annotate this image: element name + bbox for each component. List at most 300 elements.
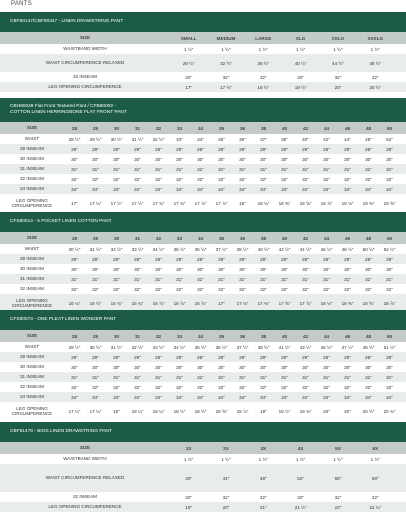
table-cell: 29" [302,354,309,360]
table-header-row [0,32,406,44]
table-cell: 52" [297,475,305,481]
table-cell: 32" [176,176,183,182]
table-cell: 32" [281,176,288,182]
table-cell: 32" [259,74,267,80]
table-cell: 18 ⅝" [215,408,228,414]
table-cell: 20" [344,408,351,414]
table-cell: 30" [239,266,246,272]
table-cell: 29" [365,354,372,360]
table-cell: 30" [365,266,372,272]
table-cell: 30" [218,156,225,162]
size-table-linen-drawstring-pant [0,12,406,92]
table-cell: 21 ½" [294,504,307,510]
row-cells [64,395,406,400]
table-cell: 31" [197,276,204,282]
row-cells [64,409,406,414]
column-header: 28 [71,235,78,241]
table-cell: 18 ⅜" [278,200,291,206]
row-label: LEG OPENING CIRCUMFERENCE [11,197,53,208]
table-cell: 20" [222,504,230,510]
table-header-row [0,442,406,454]
table-cell: 34" [92,186,99,192]
table-cell: 31" [302,166,309,172]
table-cell: 30" [344,266,351,272]
table-cell: 18 ⅞" [383,300,396,306]
table-cell: 29" [92,146,99,152]
column-header: 30 [113,125,120,131]
row-label: 29 INSEAM [20,354,44,360]
table-cell: 37 ½" [215,246,228,252]
table-cell: 30" [260,156,267,162]
table-cell: 29 ½" [68,344,81,350]
table-row [0,264,406,274]
table-cell: 20" [323,408,330,414]
column-header: LARGE [255,35,272,41]
table-cell: 34" [197,136,204,142]
table-cell: 32" [302,176,309,182]
section-title-line: CBH80049 Flat Front Textured Pant / CFB80002 - [10,104,117,109]
table-cell: 17 ¾" [173,200,186,206]
table-cell: 29" [218,146,225,152]
column-header: 28 [71,125,78,131]
row-cells [64,126,406,131]
row-label: WAIST [24,246,40,252]
size-table-one-pleat-pant [0,310,406,420]
table-cell: 34" [92,394,99,400]
table-cell: 32" [334,494,342,500]
table-cell: 29" [176,256,183,262]
table-row [0,492,406,502]
table-row [0,372,406,382]
table-cell: 17 ¼" [89,408,102,414]
table-cell: 18 ⅜" [341,300,354,306]
table-cell: 32" [239,384,246,390]
table-cell: 39 ½" [257,344,270,350]
table-cell: 30" [365,364,372,370]
table-cell: 38 ½" [236,246,249,252]
table-cell: 16 ⅞" [152,300,165,306]
table-cell: 30" [218,266,225,272]
table-header-row [0,232,406,244]
table-cell: 30" [302,364,309,370]
table-cell: 31" [113,374,120,380]
table-cell: 35" [218,136,225,142]
table-cell: 17" [185,84,193,90]
table-cell: 22" [334,504,342,510]
column-header: 33 [176,125,183,131]
column-header: 34 [197,125,204,131]
table-cell: 31" [260,276,267,282]
row-label: WAIST [24,344,40,350]
table-cell: 32" [155,176,162,182]
table-row [0,454,406,464]
table-cell: 40 ½" [257,246,270,252]
table-cell: 31" [323,374,330,380]
table-row [0,54,406,72]
table-cell: 20" [334,84,342,90]
table-cell: 16 ¼" [68,300,81,306]
table-cell: 31" [176,374,183,380]
table-cell: 29" [134,146,141,152]
table-cell: 31" [344,276,351,282]
table-row [0,82,406,92]
table-cell: 30" [386,364,393,370]
table-cell: 18 ⅛" [320,300,333,306]
table-cell: 34" [218,394,225,400]
table-cell: 31" [365,276,372,282]
table-cell: 34" [260,186,267,192]
section-title-line: CBF80147/CBF80347 - LINEN DRAWSTRING PANT [10,19,124,24]
table-cell: 30" [134,266,141,272]
row-cells [64,385,406,390]
column-header-size: SIZE [26,235,38,241]
table-cell: 30" [344,364,351,370]
table-cell: 30" [92,266,99,272]
table-cell: 29" [386,256,393,262]
column-header: 35 [218,333,225,339]
table-cell: 36 ½" [215,344,228,350]
table-cell: 29" [197,146,204,152]
table-cell: 30" [176,156,183,162]
row-cells [64,247,406,252]
table-cell: 31" [197,166,204,172]
column-header: 29 [92,333,99,339]
column-header: 6X [372,445,379,451]
table-cell: 32" [386,286,393,292]
table-cell: 34" [155,394,162,400]
table-cell: 32" [386,384,393,390]
row-cells [64,365,406,370]
table-cell: 30" [71,266,78,272]
column-header: 32 [155,125,162,131]
column-header: 30 [113,333,120,339]
table-cell: 17 ⅞" [194,200,207,206]
table-cell: 31 ½" [89,246,102,252]
table-cell: 50 ½" [362,246,375,252]
table-cell: 32" [134,286,141,292]
table-cell: 34" [176,394,183,400]
table-cell: 34" [239,186,246,192]
table-cell: 30" [260,364,267,370]
table-cell: 31" [92,166,99,172]
table-cell: 31" [344,374,351,380]
table-cell: 29" [323,146,330,152]
table-cell: 34" [134,186,141,192]
table-cell: 45 ½" [320,344,333,350]
table-cell: 29" [239,256,246,262]
table-cell: 17" [218,300,225,306]
row-cells [64,375,406,380]
table-cell: 32" [302,286,309,292]
row-cells [64,137,406,142]
size-table-flat-front-pant [0,98,406,212]
table-cell: 30" [239,364,246,370]
table-cell: 33 ½" [131,246,144,252]
column-header: MEDIUM [216,35,236,41]
table-cell: 34" [281,186,288,192]
table-cell: 32" [365,176,372,182]
table-cell: 30" [260,266,267,272]
row-cells [170,36,406,41]
row-label: 30 INSEAM [20,266,44,272]
table-cell: 34" [71,186,78,192]
table-cell: 32 ½" [110,246,123,252]
table-cell: 34" [365,186,372,192]
table-row [0,72,406,82]
table-cell: 30 ½" [110,136,123,142]
row-cells [64,334,406,339]
column-header: 40 [281,125,288,131]
table-cell: 43 ½" [299,344,312,350]
table-row [0,184,406,194]
table-cell: 34" [281,394,288,400]
table-cell: 30" [302,156,309,162]
table-cell: 32" [239,286,246,292]
table-cell: 29" [260,146,267,152]
table-cell: 32" [197,384,204,390]
table-cell: 30" [218,364,225,370]
table-cell: 48 ½" [369,60,382,66]
column-header: 33 [176,333,183,339]
table-cell: 29" [365,146,372,152]
table-cell: 32" [344,384,351,390]
table-cell: 1 ½" [258,46,268,52]
table-cell: 1 ½" [296,456,306,462]
table-cell: 16 ¾" [131,300,144,306]
table-cell: 31" [134,276,141,282]
table-cell: 32 ½" [152,136,165,142]
table-cell: 29" [365,256,372,262]
table-cell: 29" [218,256,225,262]
column-header: 35 [218,125,225,131]
table-cell: 20 ½" [369,84,382,90]
row-cells [170,61,406,66]
table-cell: 34" [197,394,204,400]
column-header: 38 [260,235,267,241]
table-cell: 19" [185,504,193,510]
table-cell: 29" [239,354,246,360]
table-cell: 19 ⅛" [341,200,354,206]
table-cell: 32" [113,384,120,390]
table-cell: 30" [197,364,204,370]
table-cell: 29" [176,354,183,360]
table-cell: 16 ⅞" [194,300,207,306]
column-header: 38 [260,333,267,339]
table-cell: 1 ½" [184,456,194,462]
column-header: 50 [386,235,393,241]
row-cells [64,301,406,306]
table-cell: 31" [302,276,309,282]
table-cell: 29" [260,256,267,262]
table-cell: 51 ½" [383,344,396,350]
table-cell: 34" [176,186,183,192]
table-cell: 30" [323,156,330,162]
table-cell: 31" [239,374,246,380]
row-cells [170,446,406,451]
table-cell: 32" [259,494,267,500]
row-label: WAIST CIRCUMFERENCE RELAXED [45,475,125,481]
column-header: 50 [386,333,393,339]
table-cell: 30" [281,156,288,162]
table-cell: 29" [344,354,351,360]
table-cell: 32" [260,176,267,182]
table-cell: 30" [197,266,204,272]
table-cell: 31" [176,276,183,282]
table-cell: 37 ½" [236,344,249,350]
table-cell: 31" [113,166,120,172]
table-cell: 30" [155,266,162,272]
table-cell: 32" [323,384,330,390]
row-cells [170,85,406,90]
table-cell: 32" [71,286,78,292]
column-header: 44 [323,125,330,131]
table-cell: 29" [92,354,99,360]
table-cell: 44" [222,475,230,481]
column-header: XXLG [331,35,345,41]
table-cell: 31" [365,374,372,380]
table-cell: 31" [71,374,78,380]
table-cell: 31" [218,166,225,172]
table-cell: 32" [218,176,225,182]
table-cell: 38" [281,136,288,142]
table-cell: 32" [371,74,379,80]
table-cell: 32" [176,384,183,390]
table-cell: 1 ½" [370,46,380,52]
table-header-row [0,330,406,342]
table-cell: 31" [239,276,246,282]
row-label: 31 INSEAM [20,166,44,172]
column-header: 40 [281,235,288,241]
table-cell: 32" [92,286,99,292]
column-header: 36 [239,333,246,339]
table-cell: 60" [371,475,379,481]
table-cell: 31" [71,276,78,282]
table-cell: 29" [344,256,351,262]
table-cell: 1 ½" [333,46,343,52]
table-cell: 29" [302,256,309,262]
table-cell: 36 ½" [257,60,270,66]
row-label: 30 INSEAM [20,156,44,162]
table-cell: 17 ⅞" [299,300,312,306]
table-cell: 32" [297,494,305,500]
table-cell: 30" [92,156,99,162]
row-cells [170,47,406,52]
column-header: 48 [365,333,372,339]
table-cell: 32" [134,384,141,390]
table-cell: 30" [71,364,78,370]
table-cell: 30" [92,364,99,370]
row-label: WAIST CIRCUMFERENCE RELAXED [45,60,125,66]
column-header: 33 [176,235,183,241]
table-cell: 19 ⅜" [362,200,375,206]
row-label: 32 INSEAM [73,494,97,500]
table-cell: 31" [71,166,78,172]
table-cell: 17 ¼" [89,200,102,206]
table-cell: 31" [302,374,309,380]
column-header: 48 [365,125,372,131]
row-label: WAISTBAND WIDTH [63,46,107,52]
column-header: SMALL [180,35,197,41]
table-cell: 31" [281,374,288,380]
table-cell: 36 ½" [194,246,207,252]
table-cell: 32" [344,286,351,292]
table-cell: 31" [134,166,141,172]
row-cells [170,75,406,80]
column-header: 28 [71,333,78,339]
table-cell: 30" [134,364,141,370]
row-label: 29 INSEAM [20,146,44,152]
table-cell: 29" [386,354,393,360]
table-cell: 29" [92,256,99,262]
row-label: LEG OPENING CIRCUMFERENCE [48,84,122,90]
table-row [0,392,406,402]
table-cell: 32" [155,384,162,390]
table-row [0,194,406,212]
table-cell: 30" [386,266,393,272]
row-cells [64,345,406,350]
column-header: 48 [365,235,372,241]
column-header: 50 [386,125,393,131]
table-cell: 30" [344,156,351,162]
column-header: 46 [344,333,351,339]
table-cell: 40" [185,475,193,481]
table-cell: 34" [386,394,393,400]
table-row [0,502,406,512]
table-cell: 32" [71,176,78,182]
table-cell: 31" [176,166,183,172]
table-cell: 32" [92,384,99,390]
table-row [0,144,406,154]
table-cell: 1 ½" [184,46,194,52]
page-title: PANTS [11,1,33,7]
table-cell: 32" [260,384,267,390]
table-cell: 18 ¼" [152,408,165,414]
table-cell: 34" [344,186,351,192]
column-header: 38 [260,125,267,131]
row-label: 32 INSEAM [20,286,44,292]
table-row [0,244,406,254]
row-cells [64,355,406,360]
table-cell: 34" [386,186,393,192]
table-cell: 33 ½" [152,344,165,350]
column-header: 1X [185,445,192,451]
table-cell: 30" [323,364,330,370]
row-label: 34 INSEAM [20,394,44,400]
row-cells [64,187,406,192]
table-cell: 17 ¾" [152,200,165,206]
table-cell: 32" [365,286,372,292]
table-cell: 31" [344,166,351,172]
column-header: 31 [134,125,141,131]
column-header: 40 [281,333,288,339]
table-cell: 32" [218,384,225,390]
table-cell: 31" [386,374,393,380]
column-header: 46 [344,125,351,131]
row-label: 29 INSEAM [20,256,44,262]
table-cell: 30" [281,266,288,272]
table-cell: 30" [134,156,141,162]
table-cell: 17" [71,200,78,206]
table-cell: 31" [281,276,288,282]
table-cell: 31" [239,166,246,172]
table-cell: 32" [334,74,342,80]
table-cell: 29" [155,354,162,360]
table-cell: 42 ½" [278,246,291,252]
table-cell: 44 ½" [299,246,312,252]
section-title [0,422,406,442]
row-cells [64,287,406,292]
table-cell: 29" [281,354,288,360]
